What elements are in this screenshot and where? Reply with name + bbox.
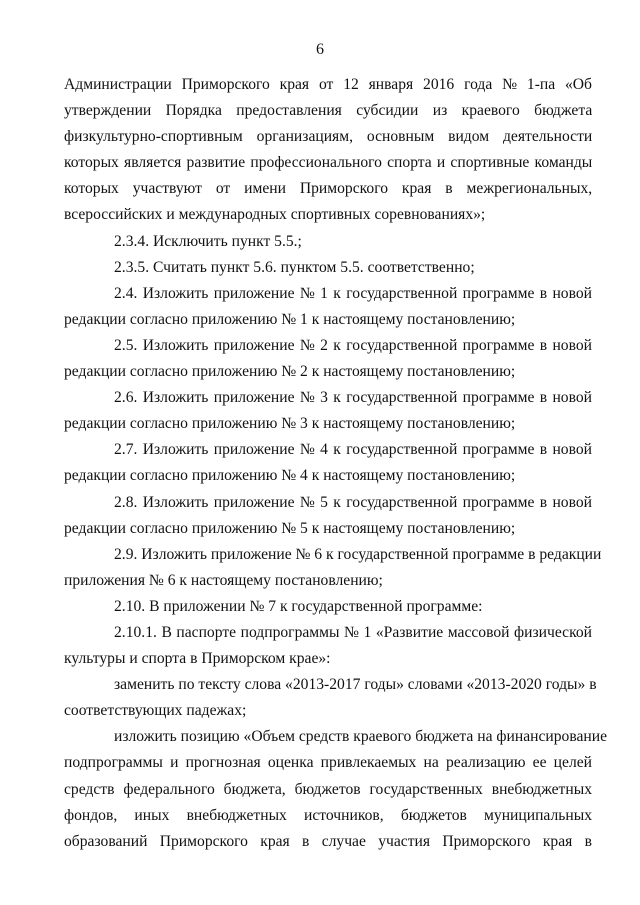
paragraph-2-5 [64,333,592,385]
text-line: 2.10. В приложении № 7 к государственной программе: [114,597,483,615]
text-line: заменить по тексту слова «2013-2017 годы» словами «2013-2020 годы» в [114,676,597,694]
text-line: 2.3.4. Исключить пункт 5.5.; [114,232,302,250]
paragraph-2-7 [64,437,592,489]
paragraph-continuation [64,72,592,229]
text-line: редакции согласно приложению № 2 к настоящему постановлению; [64,363,516,381]
text-line: фондов, иных внебюджетных источников, бюджетов муниципальных [64,806,592,824]
text-line: 2.7. Изложить приложение № 4 к государственной программе в новой [114,441,592,459]
text-line: изложить позицию «Объем средств краевого бюджета на финансирование [114,728,608,746]
text-line: физкультурно-спортивным организациям, основным видом деятельности [64,128,593,146]
paragraph-2-10 [64,594,592,620]
text-line: подпрограммы и прогнозная оценка привлекаемых на реализацию ее целей [64,754,592,772]
text-line: редакции согласно приложению № 3 к настоящему постановлению; [64,415,516,433]
text-line: 2.10.1. В паспорте подпрограммы № 1 «Развитие массовой физической [114,623,592,641]
text-line: 2.4. Изложить приложение № 1 к государственной программе в новой [114,284,592,302]
document-body [64,72,608,855]
text-line: 2.9. Изложить приложение № 6 к государственной программе в редакции [114,545,602,563]
text-line: редакции согласно приложению № 1 к настоящему постановлению; [64,310,516,328]
text-line: 2.6. Изложить приложение № 3 к государственной программе в новой [114,389,592,407]
text-line: соответствующих падежах; [64,702,247,720]
text-line: всероссийских и международных спортивных соревнованиях»; [64,206,486,224]
text-line: которых является развитие профессионального спорта и спортивные команды [64,154,593,172]
paragraph-2-6 [64,385,592,437]
text-line: 2.5. Изложить приложение № 2 к государственной программе в новой [114,336,592,354]
paragraph-replace-years [64,672,597,724]
paragraph-2-9 [64,542,602,594]
paragraph-2-3-4 [64,229,592,255]
text-line: средств федерального бюджета, бюджетов государственных внебюджетных [64,780,592,798]
text-line: культуры и спорта в Приморском крае»: [64,650,331,668]
paragraph-budget-position [64,724,608,854]
text-line: 2.8. Изложить приложение № 5 к государственной программе в новой [114,493,592,511]
text-line: редакции согласно приложению № 5 к настоящему постановлению; [64,519,516,537]
text-line: редакции согласно приложению № 4 к настоящему постановлению; [64,467,516,485]
paragraph-2-10-1 [64,620,592,672]
paragraph-2-8 [64,490,592,542]
text-line: 2.3.5. Считать пункт 5.6. пунктом 5.5. соответственно; [114,258,475,276]
text-line: образований Приморского края в случае участия Приморского края в [64,832,592,850]
text-line: которых участвуют от имени Приморского края в межрегиональных, [64,180,593,198]
text-line: приложения № 6 к настоящему постановлению; [64,571,383,589]
page-number: 6 [316,41,324,58]
text-line: Администрации Приморского края от 12 января 2016 года № 1-па «Об [64,76,592,93]
paragraph-2-4 [64,281,592,333]
paragraph-2-3-5 [64,255,592,281]
text-line: утверждении Порядка предоставления субсидии из краевого бюджета [64,102,593,120]
